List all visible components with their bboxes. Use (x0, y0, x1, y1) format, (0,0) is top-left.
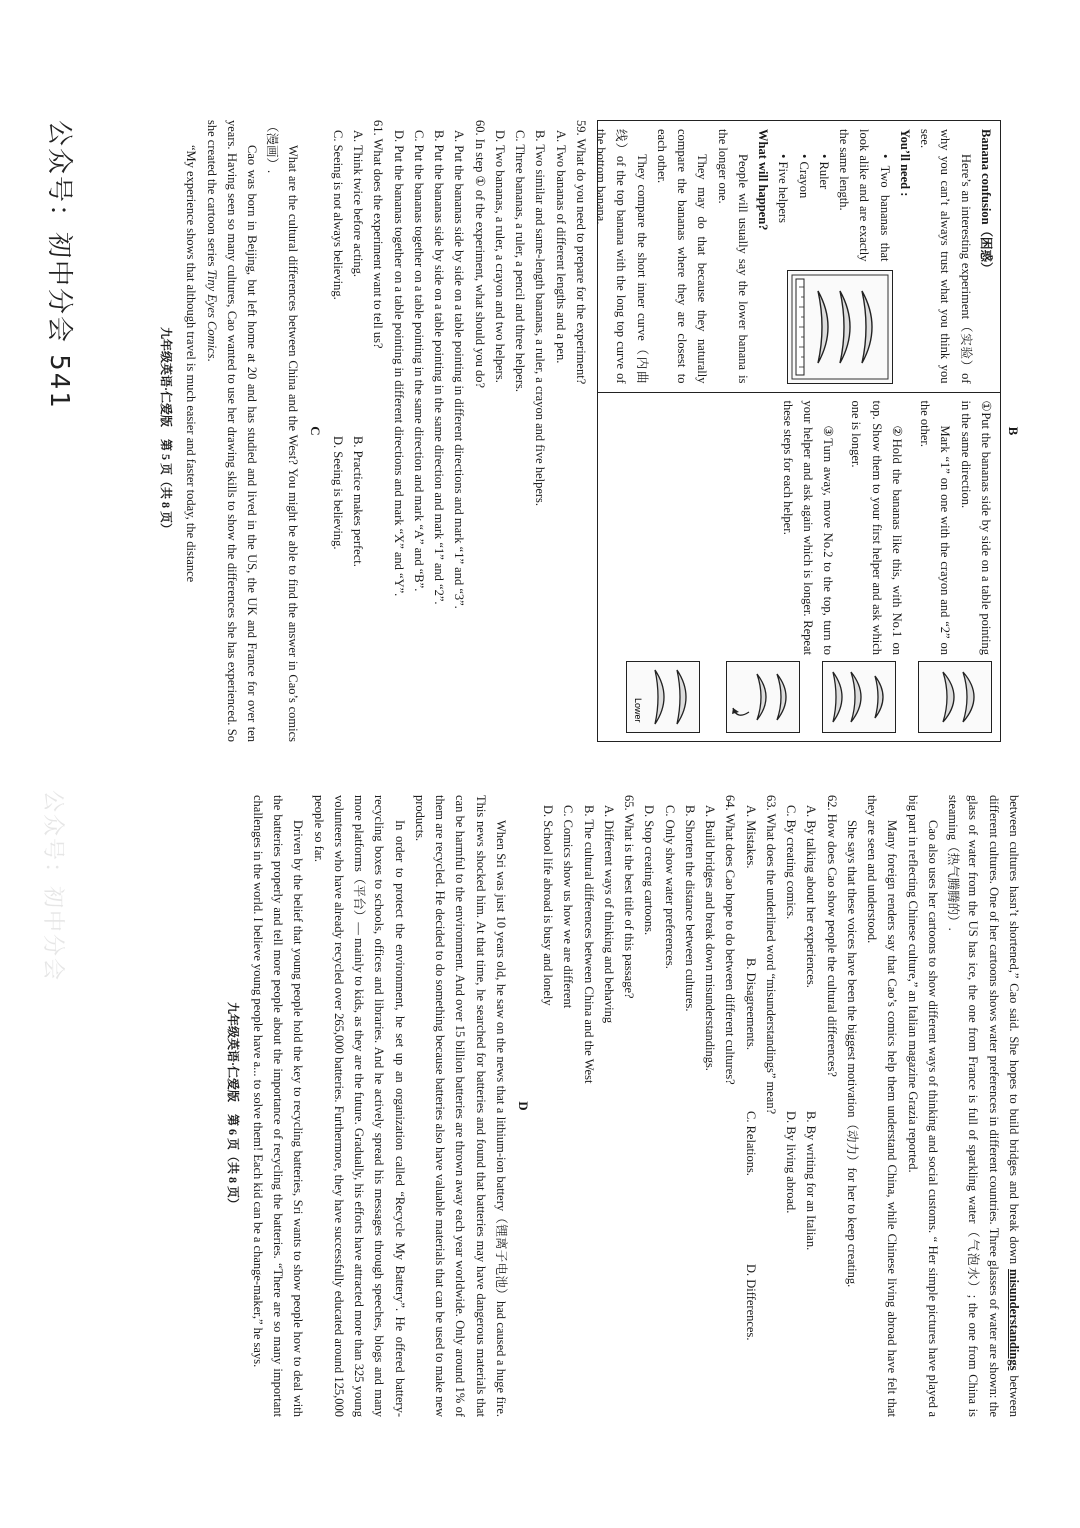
answer-row (328, 120, 348, 742)
answer-option: B. Disagreements. (743, 958, 758, 1050)
experiment-title: Banana confusion（困惑） (978, 129, 993, 275)
step-1-mark: Mark “1” on one with the crayon and “2” on the other. (918, 400, 953, 655)
page-6 (222, 795, 1024, 1417)
underlined-word: misunderstandings (1007, 1269, 1021, 1371)
material-item: • Crayon (796, 154, 811, 199)
question-stem: 59. What do you need to prepare for the experiment? (573, 120, 588, 385)
question-63 (741, 795, 782, 1417)
answer-option: B. Two similar and same-length bananas, a ruler, a crayon and five helpers. (533, 130, 548, 507)
happen-text: They compare the short inner curve（内曲线）of the top banana with the long top curve of the bottom banana. (594, 129, 649, 384)
material-item: • Two bananas that look alike and are exactly the same length. (837, 129, 892, 262)
question-61 (328, 120, 389, 742)
answer-option: D. Differences. (743, 1264, 758, 1341)
answer-option: C. Relations. (743, 1111, 758, 1176)
passage-d-paragraph: In order to protect the environment, he set up an organization called “Recycle My Battery”. He offered battery-recycling boxes to schools, offices and libraries. And he actively spread his messages through speeches, blogs and many more platforms（平台）— mainly to kids, as they are the future. Gradually, his efforts have attracted more than 325 young volunteers who have already recycled over 265,000 batteries. Furthermore, they have successfully educated around 125,000 people so far. (311, 795, 407, 1417)
section-d-heading: D (516, 1101, 531, 1111)
materials-list (773, 129, 895, 384)
passage-c-paragraph: Cao was born in Beijing, but left home at 20 and has studied and lived in the US, the UK and France for over ten years. Having seen so many cultures, Cao wanted to use her drawing skills to show the differences she has experienced. So she created the cartoon series Tiny Eyes Comics. (204, 120, 260, 742)
passage-d-paragraph: When Sri was just 10 years old, he saw on the news that a lithium-ion battery（锂离子电池）had caused a huge fire. This news shocked him. At that time, he searched for batteries and found that batteries may have dangerous materials that can be harmful to the environment. And over 15 billion batteries are thrown away each year worldwide. Only around 1% of them are recycled. He decided to do something because batteries also have valuable materials that can be used to make new products. (412, 795, 508, 1417)
page-footer: 九年级英语·仁爱版 第 5 页（共 8 页） (159, 326, 174, 535)
question-stem: 62. How does Cao show people the cultural differences? (824, 795, 839, 1077)
question-60 (388, 120, 489, 742)
section-c-heading: C (307, 426, 323, 436)
answer-option: D. Seeing is believing. (330, 436, 345, 550)
answer-row (781, 795, 801, 1417)
step-1-illustration (918, 661, 992, 733)
question-64 (639, 795, 740, 1417)
section-b-heading: B (1006, 426, 1021, 436)
answer-row (348, 120, 368, 742)
need-heading: You’ll need : (897, 129, 912, 197)
passage-c-paragraph: Many foreign renders say that Cao’s comics help them understand China, while Chinese living abroad have felt that they are seen and understood. (865, 795, 900, 1417)
answer-option: A. Put the bananas side by side on a table pointing in different directions and mark “1” and “3”. (452, 130, 467, 609)
answer-option: D. By living abroad. (784, 1111, 799, 1214)
answer-option: C. Only show water preferences. (662, 805, 677, 969)
experiment-left-column (594, 121, 1000, 392)
happen-heading: What will happen? (756, 129, 771, 231)
question-stem: 65. What is the best title of this passage? (622, 795, 637, 999)
answer-option: C. Three bananas, a ruler, a pencil and three helpers. (513, 130, 528, 392)
answer-row (801, 795, 821, 1417)
experiment-intro: Here’s an interesting experiment（实验）of why you can’t always trust what you think you see. (918, 129, 973, 384)
page-5 (156, 120, 1024, 742)
answer-option: A. Build bridges and break down misunderstandings. (703, 805, 718, 1071)
answer-option: C. Put the bananas together on a table pointing in the same direction and mark “A” and “B”. (411, 130, 426, 592)
answer-option: B. Put the bananas side by side on a table pointing in the same direction and mark “1” and “2”. (432, 130, 447, 605)
happen-text: People will usually say the lower banana is the longer one. (715, 129, 750, 384)
answer-option: B. Shorten the distance between cultures. (683, 805, 697, 1012)
happen-text: They may do that because they naturally compare the bananas where they are closest to each other. (654, 129, 710, 384)
answer-option: A. Different ways of thinking and behaving (602, 805, 616, 1024)
material-item: • Ruler (816, 154, 831, 190)
step-3-illustration (726, 661, 800, 733)
passage-c-paragraph: between cultures hasn’t shortened,” Cao said. She hopes to build bridges and break down misunderstandings between different cultures. One of her cartoons shows water preferences in different countries. Three glasses of water are shown: the glass of water from the US has ice, the one from France is full of sparkling water（气泡水）; the one from China is steaming（热气腾腾的）. (946, 795, 1021, 1417)
question-59 (490, 120, 591, 742)
question-stem: 63. What does the underlined word “misunderstandings” mean? (764, 795, 778, 1115)
answer-option: D. Stop creating cartoons. (642, 805, 657, 936)
passage-c-paragraph: She says that these voices have been the biggest motivation（动力）for her to keep creating. (845, 820, 859, 1288)
lower-label: Lower (632, 698, 643, 723)
answer-option: B. By writing for an Italian. (804, 1111, 819, 1251)
page-footer: 九年级英语·仁爱版 第 6 页（共 8 页） (225, 1001, 240, 1210)
answer-option: A. Two bananas of different lengths and a pen. (553, 130, 568, 364)
question-62 (781, 795, 842, 1417)
step-2: ②Hold the bananas like this, with No.1 on top. Show them to your first helper and ask which one is longer. (849, 400, 904, 655)
passage-c-paragraph: What are the cultural differences between China and the West? You might be able to find the answer in Cao’s comics（漫画）. (265, 120, 300, 742)
watermark-faint-text: 公众号：初中分会 (40, 790, 65, 983)
answer-option: D. Two bananas, a ruler, a crayon and two helpers. (492, 130, 507, 383)
answer-option: A. Mistakes. (743, 805, 758, 869)
answer-option: B. The cultural differences between China and the West (581, 805, 596, 1084)
question-stem: 60. In step ① of the experiment, what should you do? (472, 120, 487, 389)
answer-option: D. Put the bananas together on a table pointing in different directions and mark “X” and “Y”. (391, 130, 406, 597)
question-stem: 64. What does Cao hope to do between different cultures? (723, 795, 738, 1085)
answer-option: B. Practice makes perfect. (351, 436, 366, 567)
experiment-box (594, 120, 1001, 742)
answer-option: A. By talking about her experiences. (804, 805, 819, 988)
answer-option: C. By creating comics. (784, 805, 799, 920)
step-3: ③Turn away, move No.2 to the top, turn to your helper and ask again which is longer. Repeat these steps for each helper. (780, 400, 836, 655)
answer-option: C. Seeing is not always believing. (330, 130, 345, 300)
comic-series-title: Tiny Eyes Comics (204, 269, 219, 359)
question-stem: 61. What does the experiment want to tell us? (371, 120, 386, 349)
experiment-steps-column (598, 392, 1000, 742)
question-65 (538, 795, 639, 1417)
passage-d-paragraph: Driven by the belief that young people hold the key to recycling batteries, Sri wants to show people how to deal with the batteries properly and tell more people about the importance of recycling the batteries. “There are so many important challenges in the world. I believe young people have a... to solve them! Each kid can be a change-maker,” he says. (250, 795, 306, 1417)
lower-banana-illustration (626, 661, 700, 733)
step-2-illustration (822, 661, 896, 733)
passage-c-paragraph: “My experience shows that although travel is much easier and faster today, the distance (184, 145, 199, 583)
answer-option: C. Comics show us how we are different (561, 805, 576, 1009)
answer-option: D. School life abroad is busy and lonely (541, 805, 556, 1006)
step-1: ①Put the bananas side by side on a table pointing in the same direction. (958, 400, 993, 655)
watermark-text: 公众号：初中分会 541 (44, 120, 74, 410)
material-item: • Five helpers (776, 154, 791, 223)
passage-c-paragraph: Cao also uses her cartoons to show different ways of thinking and social customs. “ Her simple pictures have played a big part in reflecting Chinese culture,” an Italian magazine Grazia reported. (905, 795, 940, 1417)
bananas-ruler-illustration (787, 270, 893, 384)
answer-row (741, 795, 761, 1417)
answer-option: A. Think twice before acting. (351, 130, 366, 277)
